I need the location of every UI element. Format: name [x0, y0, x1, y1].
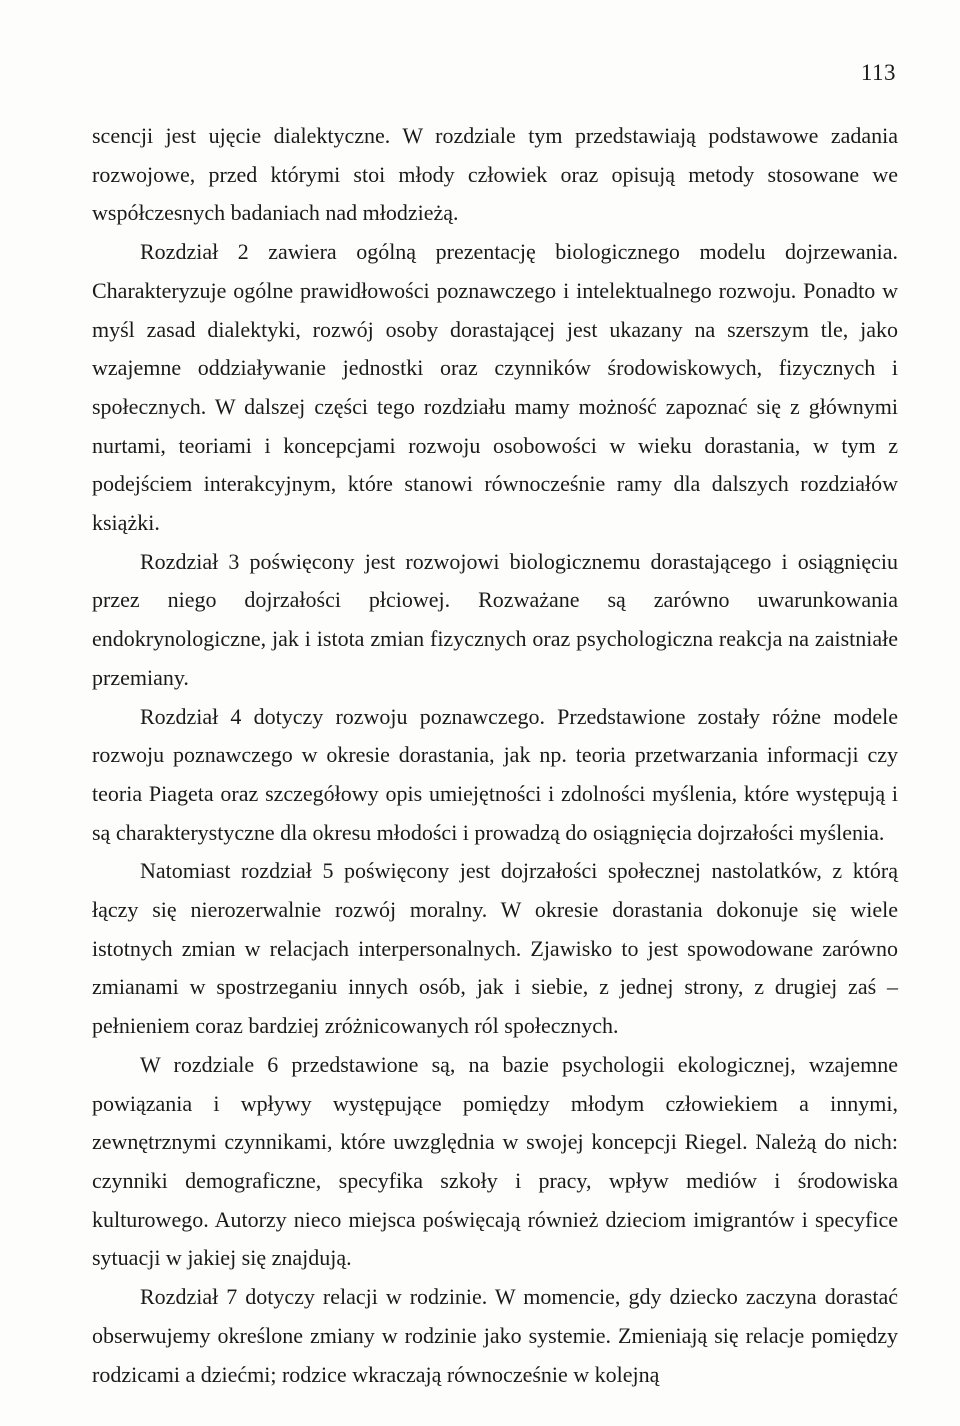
body-text — [92, 117, 898, 1394]
paragraph-chapter-6: W rozdziale 6 przedstawione są, na bazie psychologii ekologicznej, wzajemne powiązania i wpływy występujące pomiędzy młodym człowiekiem a innymi, zewnętrznymi czynnikami, które uwzględnia w swojej koncepcji Riegel. Należą do nich: czynniki demograficzne, specyfika szkoły i pracy, wpływ mediów i środowiska kulturowego. Autorzy nieco miejsca poświęcają również dzieciom imigrantów i specyfice sytuacji w jakiej się znajdują. — [92, 1051, 898, 1271]
paragraph-chapter-7: Rozdział 7 dotyczy relacji w rodzinie. W momencie, gdy dziecko zaczyna dorastać obserwujemy określone zmiany w rodzinie jako systemie. Zmieniają się relacje pomiędzy rodzicami a dziećmi; rodzice wkraczają równocześnie w kolejną — [92, 1284, 898, 1387]
paragraph-chapter-2: Rozdział 2 zawiera ogólną prezentację biologicznego modelu dojrzewania. Charakteryzuje ogólne prawidłowości poznawczego i intelektualnego rozwoju. Ponadto w myśl zasad dialektyki, rozwój osoby dorastającej jest ukazany na szerszym tle, jako wzajemne oddziaływanie jednostki oraz czynników środowiskowych, fizycznych i społecznych. W dalszej części tego rozdziału mamy możność zapoznać się z głównymi nurtami, teoriami i koncepcjami rozwoju osobowości w wieku dorastania, w tym z podejściem interakcyjnym, które stanowi równocześnie ramy dla dalszych rozdziałów książki. — [92, 239, 898, 536]
paragraph-intro-continuation: scencji jest ujęcie dialektyczne. W rozdziale tym przedstawiają podstawowe zadania rozwojowe, przed którymi stoi młody człowiek oraz opisują metody stosowane we współczesnych badaniach nad młodzieżą. — [92, 123, 898, 226]
paragraph-chapter-5: Natomiast rozdział 5 poświęcony jest dojrzałości społecznej nastolatków, z którą łączy się nierozerwalnie rozwój moralny. W okresie dorastania dokonuje się wiele istotnych zmian w relacjach interpersonalnych. Zjawisko to jest spowodowane zarówno zmianami w spostrzeganiu innych osób, jak i siebie, z jednej strony, z drugiej zaś – pełnieniem coraz bardziej zróżnicowanych ról społecznych. — [92, 858, 898, 1039]
page-number: 113 — [860, 60, 896, 85]
paragraph-chapter-3: Rozdział 3 poświęcony jest rozwojowi biologicznemu dorastającego i osiągnięciu przez niego dojrzałości płciowej. Rozważane są zarówno uwarunkowania endokrynologiczne, jak i istota zmian fizycznych oraz psychologiczna reakcja na zaistniałe przemiany. — [92, 548, 898, 690]
paragraph-chapter-4: Rozdział 4 dotyczy rozwoju poznawczego. Przedstawione zostały różne modele rozwoju poznawczego w okresie dorastania, jak np. teoria przetwarzania informacji czy teoria Piageta oraz szczegółowy opis umiejętności i zdolności myślenia, które występują i są charakterystyczne dla okresu młodości i prowadzą do osiągnięcia dojrzałości myślenia. — [92, 703, 898, 845]
